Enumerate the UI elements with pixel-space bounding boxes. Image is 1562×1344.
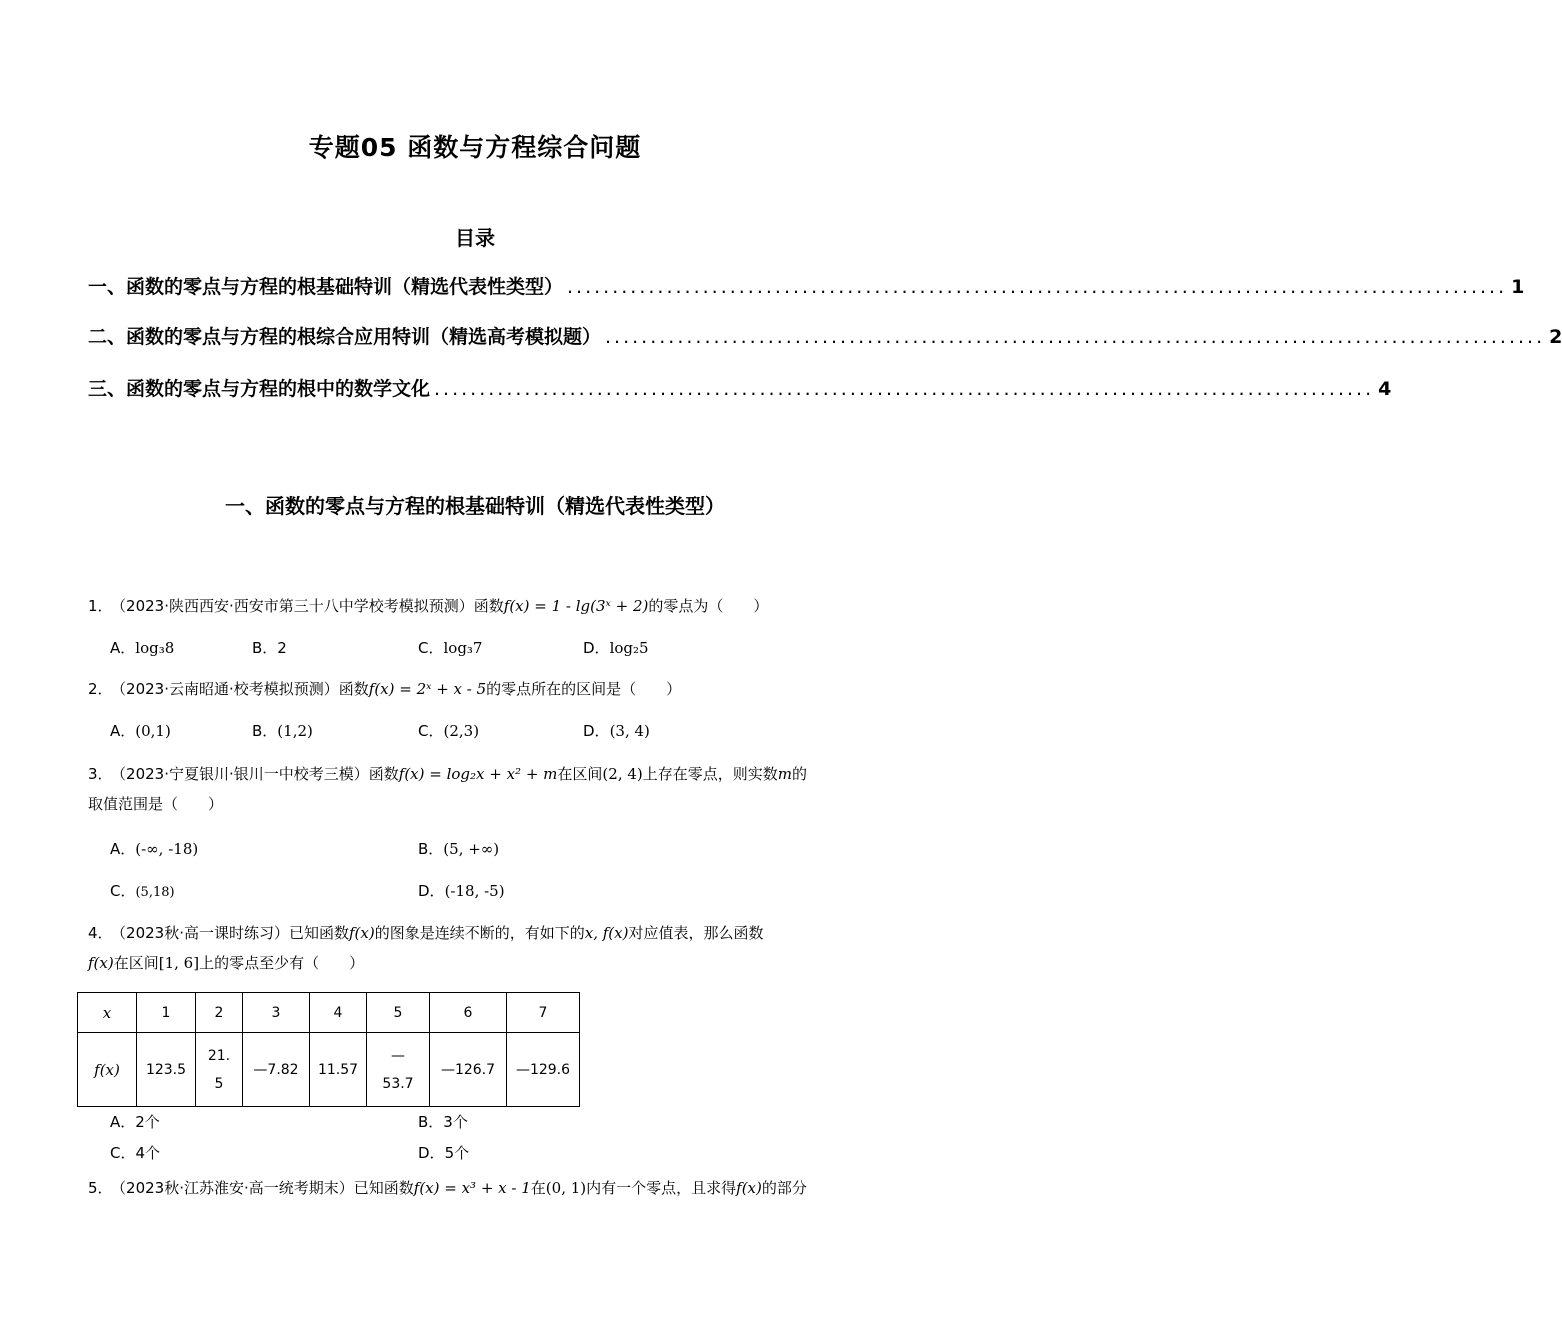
question-3: 3． （2023·宁夏银川·银川一中校考三模）函数f(x) = log₂x + x² + m在区间(2, 4)上存在零点，则实数m的 取值范围是（ ） xyxy=(88,765,808,813)
option-c[interactable]: C．4个 xyxy=(110,1144,161,1162)
toc-item-1[interactable] xyxy=(88,272,1525,299)
question-source: （2023·宁夏银川·银川一中校考三模）函数 xyxy=(118,765,399,783)
question-source: （2023秋·高一课时练习）已知函数 xyxy=(118,924,349,942)
option-b[interactable]: B．2 xyxy=(252,639,287,657)
question-number: 4． xyxy=(88,924,113,942)
question-source: （2023秋·江苏淮安·高一统考期末）已知函数 xyxy=(118,1179,414,1197)
table-header-cell: x xyxy=(78,993,137,1033)
toc-heading: 目录 xyxy=(455,226,495,250)
option-d[interactable]: D．(3, 4) xyxy=(583,722,650,740)
toc-item-page: 4 xyxy=(1378,378,1392,400)
table-cell: 5 xyxy=(367,993,430,1033)
option-b[interactable]: B．(5, +∞) xyxy=(418,840,500,858)
option-d[interactable]: D．(-18, -5) xyxy=(418,882,505,900)
question-suffix: 的零点为（ ） xyxy=(648,597,769,615)
table-cell: 2 xyxy=(196,993,243,1033)
option-d[interactable]: D．5个 xyxy=(418,1144,470,1162)
question-source: （2023·陕西西安·西安市第三十八中学校考模拟预测）函数 xyxy=(118,597,504,615)
page-title: 专题05 函数与方程综合问题 xyxy=(308,133,642,162)
toc-item-text: 二、函数的零点与方程的根综合应用特训（精选高考模拟题） xyxy=(88,326,602,348)
question-suffix: 的零点所在的区间是（ ） xyxy=(486,680,682,698)
option-b[interactable]: B．(1,2) xyxy=(252,722,313,740)
formula: f(x) = x³ + x - 1 xyxy=(413,1179,531,1197)
toc-item-text: 一、函数的零点与方程的根基础特训（精选代表性类型） xyxy=(88,276,564,298)
table-cell: 7 xyxy=(507,993,580,1033)
formula: f(x) = 2ˣ + x - 5 xyxy=(368,680,487,698)
table-cell: 6 xyxy=(430,993,507,1033)
value-table xyxy=(77,992,580,1107)
table-cell: 123.5 xyxy=(137,1033,196,1107)
table-cell: — 53.7 xyxy=(367,1033,430,1107)
toc-leader: ........................................................................................................ xyxy=(567,276,1508,298)
question-2 xyxy=(88,674,858,704)
option-a[interactable]: A．log₃8 xyxy=(110,639,175,657)
question-source: （2023·云南昭通·校考模拟预测）函数 xyxy=(118,680,369,698)
table-row xyxy=(78,1033,580,1107)
formula: f(x) = log₂x + x² + m xyxy=(398,765,558,783)
question-number: 5． xyxy=(88,1179,113,1197)
table-cell: 21. 5 xyxy=(196,1033,243,1107)
option-a[interactable]: A．(0,1) xyxy=(110,722,171,740)
table-row xyxy=(78,993,580,1033)
question-number: 3． xyxy=(88,765,113,783)
formula: f(x) = 1 - lg(3ˣ + 2) xyxy=(503,597,649,615)
table-cell: 1 xyxy=(137,993,196,1033)
section-heading: 一、函数的零点与方程的根基础特训（精选代表性类型） xyxy=(225,494,725,518)
toc-leader: ........................................................................................................ xyxy=(434,378,1375,400)
toc-item-page: 1 xyxy=(1511,276,1525,298)
option-c[interactable]: C．log₃7 xyxy=(418,639,483,657)
table-cell: —129.6 xyxy=(507,1033,580,1107)
toc-leader: ........................................................................................................ xyxy=(605,326,1546,348)
question-4: 4． （2023秋·高一课时练习）已知函数f(x)的图象是连续不断的，有如下的x, f(x)对应值表，那么函数 f(x)在区间[1, 6]上的零点至少有（ ） xyxy=(88,924,764,972)
question-5: 5． （2023秋·江苏淮安·高一统考期末）已知函数f(x) = x³ + x - 1在(0, 1)内有一个零点，且求得f(x)的部分 xyxy=(88,1179,807,1197)
table-cell: —7.82 xyxy=(243,1033,310,1107)
question-1 xyxy=(88,591,858,621)
toc-item-3[interactable] xyxy=(88,374,1392,401)
option-a[interactable]: A．(-∞, -18) xyxy=(110,840,199,858)
table-cell: 3 xyxy=(243,993,310,1033)
toc-item-page: 2 xyxy=(1549,326,1562,348)
table-cell: 4 xyxy=(310,993,367,1033)
table-cell: —126.7 xyxy=(430,1033,507,1107)
toc-item-2[interactable] xyxy=(88,322,1562,349)
option-d[interactable]: D．log₂5 xyxy=(583,639,649,657)
toc-item-text: 三、函数的零点与方程的根中的数学文化 xyxy=(88,378,431,400)
interval: (2, 4) xyxy=(602,765,643,783)
table-header-cell: f(x) xyxy=(78,1033,137,1107)
option-a[interactable]: A．2个 xyxy=(110,1113,160,1131)
question-number: 2． xyxy=(88,680,113,698)
option-b[interactable]: B．3个 xyxy=(418,1113,468,1131)
question-line2: 取值范围是（ ） xyxy=(88,795,224,813)
option-c[interactable]: C．(2,3) xyxy=(418,722,480,740)
question-number: 1． xyxy=(88,597,113,615)
table-cell: 11.57 xyxy=(310,1033,367,1107)
option-c[interactable]: C．(5,18) xyxy=(110,882,175,900)
